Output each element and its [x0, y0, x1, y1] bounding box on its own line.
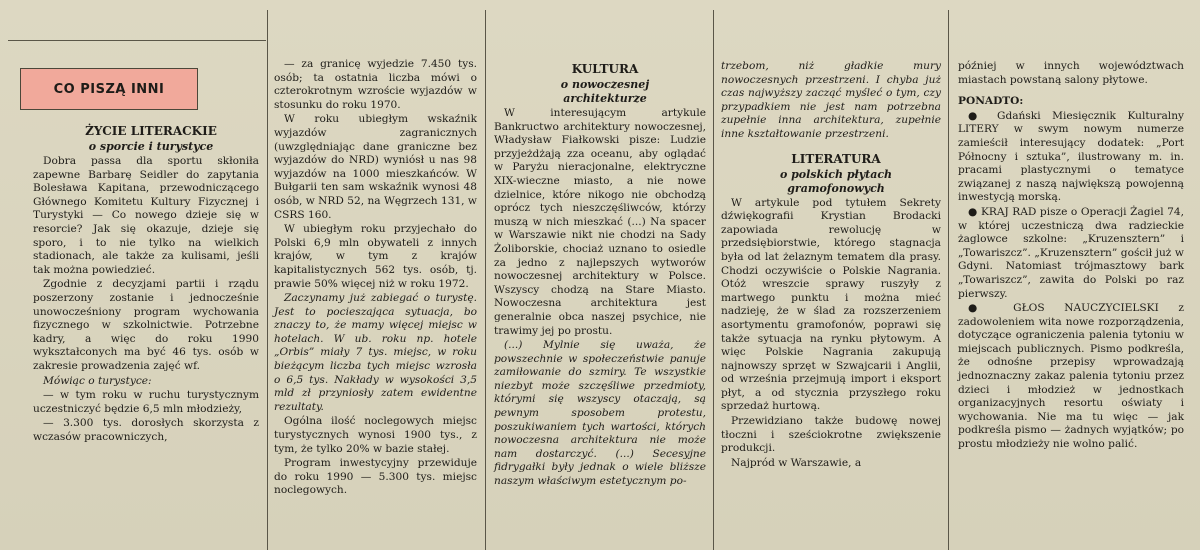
paragraph: ● GŁOS NAUCZYCIELSKI z zadowoleniem wita nowe rozporządzenia, dotyczące ograniczenia palenia tytoniu w miejscach publicznych. Pismo podkreśla, że odnośne przepisy wprowadzają jednoznaczny zakaz palenia tytoniu przez dzieci i młodzież w jednostkach organizacyjnych resortu oświaty i wychowania. Nie ma tu więc — jak podkreśla pismo — żadnych wyjątków; po prostu młodzieży nie wolno palić.	[958, 302, 1184, 451]
section-badge: CO PISZĄ INNI	[20, 68, 198, 110]
paragraph: Przewidziano także budowę nowej tłoczni i sześciokrotne zwiększenie produkcji.	[721, 415, 941, 455]
paragraph: ● KRAJ RAD pisze o Operacji Żagiel 74, w której uczestniczą dwa radzieckie żaglowce szkolne: „Kruzensztern” i „Towariszcz”. „Kruzensztern” gościł już w Gdyni. Natomiast trójmasztowy bark „Towariszcz”, zawita do Polski po raz pierwszy.	[958, 205, 1184, 300]
paragraph: ● Gdański Miesięcznik Kulturalny LITERY w swym nowym numerze zamieścił interesujący dodatek: „Port Północny i sztuka”, ilustrowany m. in. pracami plastycznymi o tematyce związanej z naszą największą powojenną inwestycją morską.	[958, 109, 1184, 204]
article-title: LITERATURA	[791, 151, 881, 166]
article-subtitle: o sporcie i turystyce	[88, 140, 214, 153]
paragraph: W roku ubiegłym wskaźnik wyjazdów zagranicznych (uwzględniając dane graniczne bez wyjazdów do NRD) wyniósł u nas 98 wyjazdów na 1000 mieszkańców. W Bułgarii ten sam wskaźnik wynosi 48 osób, w NRD 52, na Węgrzech 131, w CSRS 160.	[274, 113, 477, 221]
paragraph: Dobra passa dla sportu skłoniła zapewne Barbarę Seidler do zapytania Bolesława Kapitana, przewodniczącego Głównego Komitetu Kultury Fizycznej i Turystyki — Co nowego dzieje się w resorcie? Jak się okazuje, dzieje się sporo, i to nie tylko na wielkich stadionach, ale także za kulisami, jeśli tak można powiedzieć.	[33, 155, 259, 276]
paragraph: (...) Mylnie się uważa, że powszechnie w społeczeństwie panuje zamiłowanie do szmiry. Te wszystkie niezbyt może szczęśliwe przedmioty, którymi się wszyscy otaczają, są pewnym sposobem protestu, poszukiwaniem tych wartości, których nowoczesna architektura nie może nam dostarczyć. (...) Secesyjne fidrygałki były jednak o wiele bliższe naszym właściwym estetycznym po-	[494, 339, 706, 488]
article-title: KULTURA	[571, 62, 639, 76]
column-tourism	[274, 58, 477, 499]
column-misc	[958, 60, 1184, 453]
paragraph: W artykule pod tytułem Sekrety dźwiękografii Krystian Brodacki zapowiada rewolucję w przedsiębiorstwie, którego stagnacja była od lat żelaznym tematem dla prasy. Chodzi oczywiście o Polskie Nagrania. Otóż wreszcie sprawy ruszyły z martwego punktu i można mieć nadzieję, że w ślad za rozszerzeniem asortymentu gramofonów, poprawi się także sytuacja na rynku płytowym. A więc Polskie Nagrania zakupują najnowszy sprzęt w Szwajcarii i Anglii, od września przejmują import i eksport płyt, a od stycznia przyszłego roku sprzedaż hurtową.	[721, 196, 941, 413]
column-rule	[948, 10, 949, 550]
column-rule	[267, 10, 268, 550]
paragraph: Najpród w Warszawie, a	[731, 456, 862, 469]
paragraph: W interesującym artykule Bankructwo architektury nowoczesnej, Władysław Fiałkowski pisze: Ludzie przyjeżdżają zza oceanu, aby oglądać w Paryżu nieracjonalne, elektryczne XIX-wieczne miasto, a nie nowe dzielnice, które nikogo nie obchodzą oprócz tych nieszczęśliwców, którzy muszą w nich mieszkać (...) Na spacer w Warszawie nikt nie chodzi na Sady Żoliborskie, chociaż uznano to osiedle za jedno z najlepszych wytworów nowoczesnej architektury w Polsce. Wszyscy chodzą na Stare Miasto. Nowoczesna architektura jest generalnie obca naszej psychice, nie trawimy jej po prostu.	[494, 107, 706, 337]
column-rule	[485, 10, 486, 550]
paragraph: trzebom, niż gładkie mury nowoczesnych przestrzeni. I chyba już czas najwyższy zacząć myśleć o tym, czy przypadkiem nie jest nam potrzebna zupełnie inna architektura, zupełnie inne kształtowanie przestrzeni.	[721, 60, 941, 140]
paragraph: Zgodnie z decyzjami partii i rządu poszerzony zostanie i jednocześnie unowocześniony program wychowania fizycznego w szkolnictwie. Potrzebne kadry, a więc do roku 1990 wykształconych ma być 46 tys. osób w zakresie prowadzenia zajęć wf.	[33, 278, 259, 372]
paragraph: — 3.300 tys. dorosłych skorzysta z wczasów pracowniczych,	[33, 417, 259, 443]
top-rule	[8, 40, 266, 41]
paragraph: później w innych województwach miastach powstaną salony płytowe.	[958, 60, 1184, 86]
column-rule	[713, 10, 714, 550]
section-label: PONADTO:	[958, 95, 1024, 108]
paragraph: Mówiąc o turystyce:	[43, 374, 152, 387]
article-subtitle: o polskich płytach	[779, 167, 893, 181]
paragraph: W ubiegłym roku przyjechało do Polski 6,9 mln obywateli z innych krajów, w tym z krajów kapitalistycznych 562 tys. osób, tj. prawie 50% więcej niż w roku 1972.	[274, 223, 477, 290]
paragraph: — za granicę wyjedzie 7.450 tys. osób; ta ostatnia liczba mówi o czterokrotnym wzroście wyjazdów w stosunku do roku 1970.	[274, 58, 477, 111]
paragraph: Zaczynamy już zabiegać o turystę. Jest to pocieszająca sytuacja, bo znaczy to, że mamy więcej miejsc w hotelach. W ub. roku np. hotele „Orbis” miały 7 tys. miejsc, w roku bieżącym liczba tych miejsc wzrosła o 6,5 tys. Nakłady w wysokości 3,5 mld zł przyniosły zatem ewidentne rezultaty.	[274, 292, 477, 413]
paragraph: Program inwestycyjny przewiduje do roku 1990 — 5.300 tys. miejsc noclegowych.	[274, 457, 477, 497]
article-subtitle: o nowoczesnej	[560, 78, 650, 91]
article-title: ŻYCIE LITERACKIE	[85, 124, 217, 138]
article-subtitle: gramofonowych	[787, 181, 885, 195]
article-subtitle: architekturze	[563, 92, 647, 105]
column-sport	[33, 124, 259, 445]
column-architecture	[494, 62, 706, 490]
column-records	[721, 60, 941, 471]
paragraph: Ogólna ilość noclegowych miejsc turystycznych wynosi 1900 tys., z tym, że tylko 20% w bazie stałej.	[274, 415, 477, 455]
paragraph: — w tym roku w ruchu turystycznym uczestniczyć będzie 6,5 mln młodzieży,	[33, 389, 259, 415]
